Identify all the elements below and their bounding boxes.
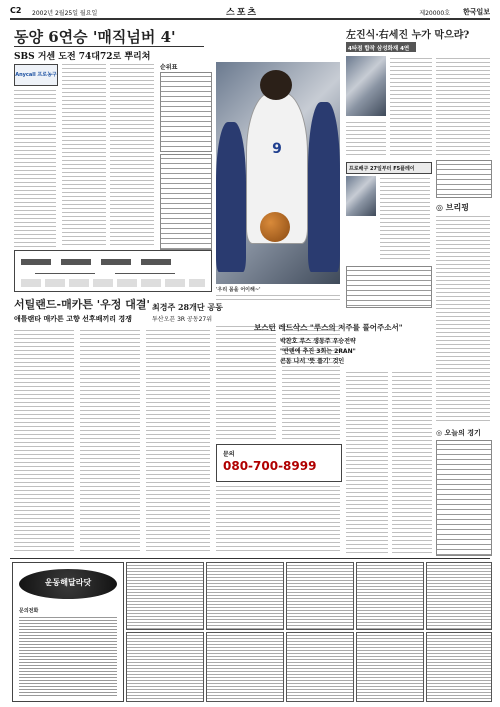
boston-quote3: 콘돔 나서 '뜻 풀기' 것인 [280, 358, 345, 365]
result-table [436, 160, 492, 198]
promo-footer-text [216, 484, 340, 554]
ad-cell [206, 562, 284, 630]
right-body-col1 [390, 56, 432, 156]
sponsor-label: Anycall 프로농구 [15, 72, 57, 78]
player-dark-left [216, 122, 246, 272]
ad-cell [426, 562, 492, 630]
ad-cell [206, 632, 284, 702]
briefing-column [436, 214, 490, 424]
issue-date: 2002년 2월25일 월요일 [32, 10, 98, 17]
standings-title: 순위표 [160, 64, 178, 71]
boston-body-col2 [392, 370, 432, 554]
briefing-photo [346, 176, 376, 216]
briefing-box-title: 프로배구 27일부터 F5플레이 [349, 166, 415, 172]
box-score-table [160, 154, 212, 250]
issue-number: 제20000호 [419, 10, 450, 17]
sponsor-logo [14, 64, 58, 86]
lead-headline: 동양 6연승 '매직넘버 4' [14, 28, 176, 46]
photo-caption [216, 293, 340, 303]
briefing-title: ◎ 브리핑 [436, 202, 469, 212]
story2-subhead: 애틀랜타 매카튼 고향 선후배끼리 경쟁 [14, 314, 132, 323]
boston-quote1: 박찬호 루스 생동주 우승전략 [280, 338, 356, 345]
ad-cell [426, 632, 492, 702]
player-dark-right [308, 102, 340, 272]
right-subhead-bar [346, 42, 416, 52]
right-subhead: 4타점 합작 삼성화재 4연 [348, 46, 410, 52]
ad-cell [356, 562, 424, 630]
boston-quote2: "반텐에 추진 3회는 2RAN" [280, 348, 356, 355]
right-headline: 左진식·右세진 누가 막으랴? [346, 30, 470, 41]
phone-number: 080-700-8999 [223, 459, 317, 473]
standings-table [160, 72, 212, 152]
today-schedule [436, 440, 492, 556]
right-body-col2 [436, 56, 490, 156]
boston-body-col1 [346, 370, 388, 554]
boston-headline: 보스턴 레드삭스 "루스의 저주를 풀어주소서" [254, 323, 403, 332]
promo-body-col1 [216, 324, 276, 440]
ad-left-panel [12, 562, 124, 702]
lead-body-col2 [62, 62, 106, 248]
lead-body-col1 [14, 88, 56, 248]
ad-cell [286, 632, 354, 702]
ad-divider [10, 558, 490, 559]
ad-cell [126, 562, 204, 630]
briefing-body [380, 176, 430, 260]
basketball-photo [216, 62, 340, 284]
volleyball-photo [346, 56, 386, 116]
right-body-col0 [346, 120, 386, 156]
phone-advert [216, 444, 342, 482]
ad-cell [356, 632, 424, 702]
volley-standings [346, 266, 432, 308]
ad-contact-label: 문의전화 [19, 608, 39, 614]
basketball-icon [260, 212, 290, 242]
jersey-number: 9 [272, 141, 282, 157]
newspaper-name: 한국일보 [462, 8, 490, 16]
briefing-box-header [346, 162, 432, 174]
ad-cell [286, 562, 354, 630]
page-header [10, 4, 490, 20]
ad-logo-text: 운동해달라닷 [44, 578, 92, 587]
lead-body-col3 [110, 62, 154, 248]
section-name: 스포츠 [226, 8, 259, 18]
story2-body-col1 [14, 328, 74, 554]
story2-body-col3 [146, 328, 210, 554]
photo-caption-title: '우리 몸을 어이해~' [216, 287, 261, 293]
lead-subhead: SBS 거센 도전 74대72로 뿌리쳐 [14, 52, 151, 62]
story2-headline: 서틸랜드-매카튼 '우정 대결' [14, 298, 150, 311]
phone-label: 문의 [223, 451, 235, 458]
ad-cell [126, 632, 204, 702]
page-number: C2 [10, 6, 22, 15]
story2-body-col2 [80, 328, 140, 554]
playoff-bracket [14, 250, 212, 292]
promo-title: 최경주 28개단 공동 [152, 302, 223, 312]
today-title: ◎ 오늘의 경기 [436, 428, 481, 437]
promo-line: 투산오픈 3R 공동27위 [152, 316, 213, 323]
player-head [260, 70, 292, 100]
divider [14, 46, 204, 47]
